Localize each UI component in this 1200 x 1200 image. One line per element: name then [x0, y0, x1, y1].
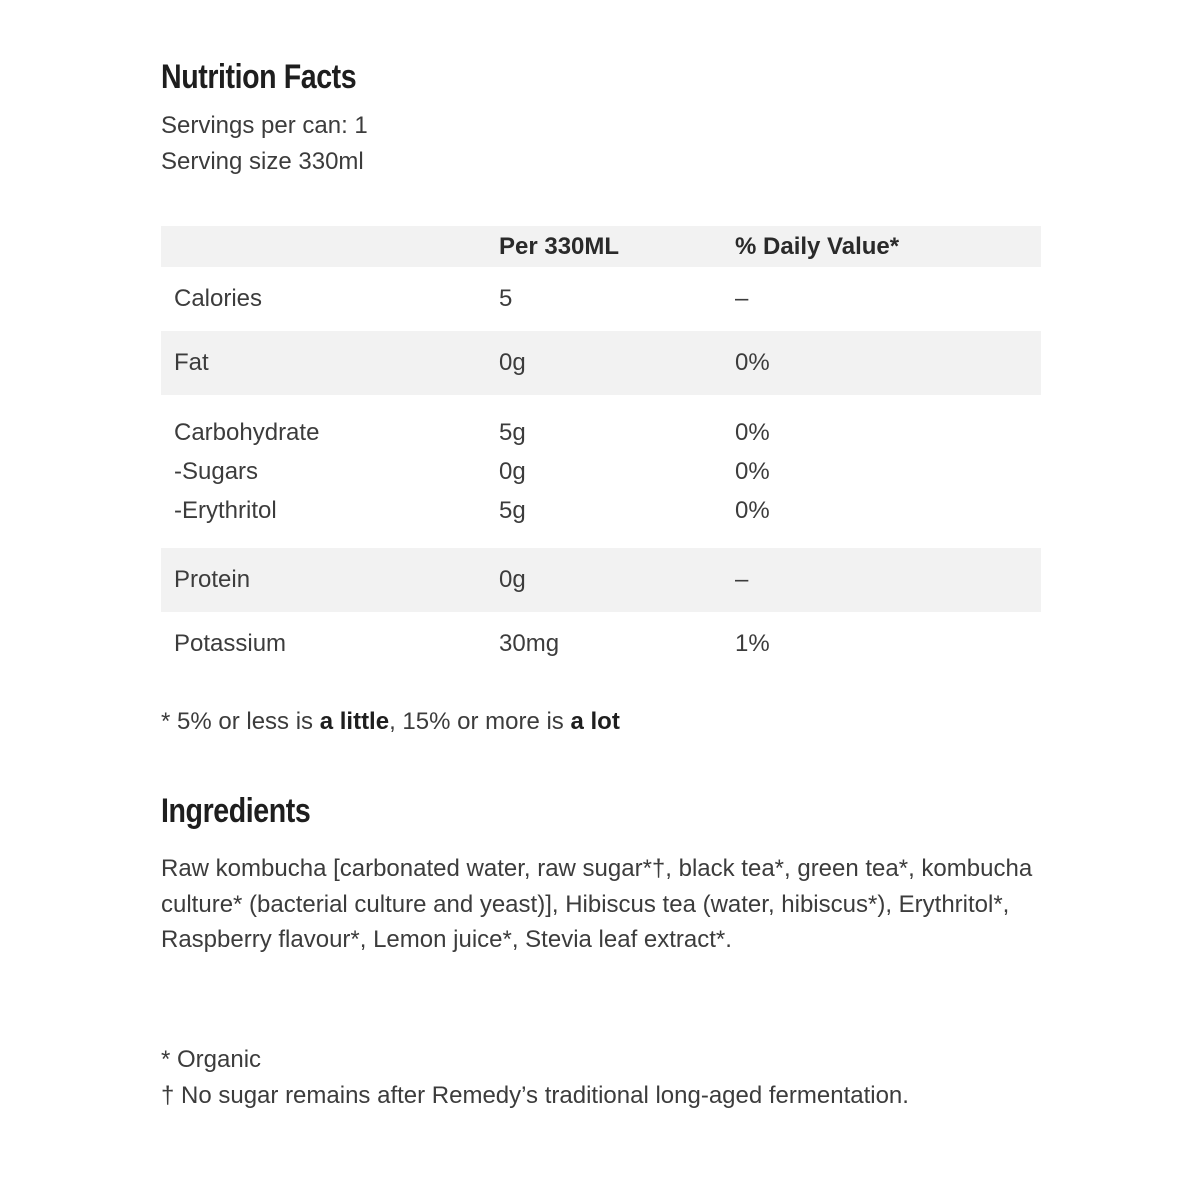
- serving-size: Serving size 330ml: [161, 148, 364, 175]
- footnote-prefix: * 5% or less is: [161, 708, 320, 735]
- servings-per-can: Servings per can: 1: [161, 112, 368, 139]
- table-row-calories: [161, 267, 1041, 331]
- footnote-middle: , 15% or more is: [389, 708, 571, 735]
- row-label: Carbohydrate: [174, 419, 320, 446]
- table-row-fat: [161, 331, 1041, 395]
- row-daily-value: 0%: [735, 419, 770, 446]
- header-per-330ml: Per 330ML: [499, 232, 620, 260]
- row-daily-value: 0%: [735, 497, 770, 524]
- row-label: -Sugars: [174, 458, 259, 485]
- row-daily-value: 0%: [735, 458, 770, 485]
- daily-value-footnote: [161, 708, 620, 736]
- organic-note: * Organic: [161, 1046, 262, 1073]
- table-row-potassium: [161, 612, 1041, 676]
- footnote-lot: a lot: [570, 708, 620, 735]
- row-amount: 0g: [499, 349, 526, 376]
- header-blank: [161, 226, 499, 267]
- ingredients-text: Raw kombucha [carbonated water, raw sugar*†, black tea*, green tea*, kombucha culture* (bacterial culture and yeast)], Hibiscus tea (water, hibiscus*), Erythritol*, Raspberry flavour*, Lemon juice*, Stevia leaf extract*.: [161, 855, 1033, 953]
- row-daily-value: –: [735, 285, 749, 312]
- row-label: Calories: [174, 285, 263, 312]
- footnote-little: a little: [319, 708, 390, 735]
- row-label: Protein: [174, 566, 251, 593]
- row-daily-value: 1%: [735, 630, 770, 657]
- row-amount: 0g: [499, 458, 526, 485]
- row-amount: 5: [499, 285, 513, 312]
- table-header-row: [161, 226, 1041, 267]
- row-daily-value: 0%: [735, 349, 770, 376]
- row-label: -Erythritol: [174, 497, 277, 524]
- nutrition-table: [161, 226, 1041, 676]
- table-row-carbohydrate: [161, 395, 1041, 548]
- nutrition-facts-title: Nutrition Facts: [161, 58, 357, 96]
- row-amount-group: [499, 395, 735, 548]
- row-amount: 5g: [499, 419, 526, 446]
- row-daily-value: –: [735, 566, 749, 593]
- ingredients-title: Ingredients: [161, 792, 311, 830]
- sugar-note: † No sugar remains after Remedy’s traditional long-aged fermentation.: [161, 1082, 909, 1109]
- row-amount: 0g: [499, 566, 526, 593]
- table-row-protein: [161, 548, 1041, 612]
- row-label-group: [161, 395, 499, 548]
- row-label: Fat: [174, 349, 209, 376]
- row-daily-value-group: [735, 395, 1041, 548]
- row-label: Potassium: [174, 630, 287, 657]
- header-daily-value: % Daily Value*: [735, 232, 900, 260]
- row-amount: 30mg: [499, 630, 560, 657]
- row-amount: 5g: [499, 497, 526, 524]
